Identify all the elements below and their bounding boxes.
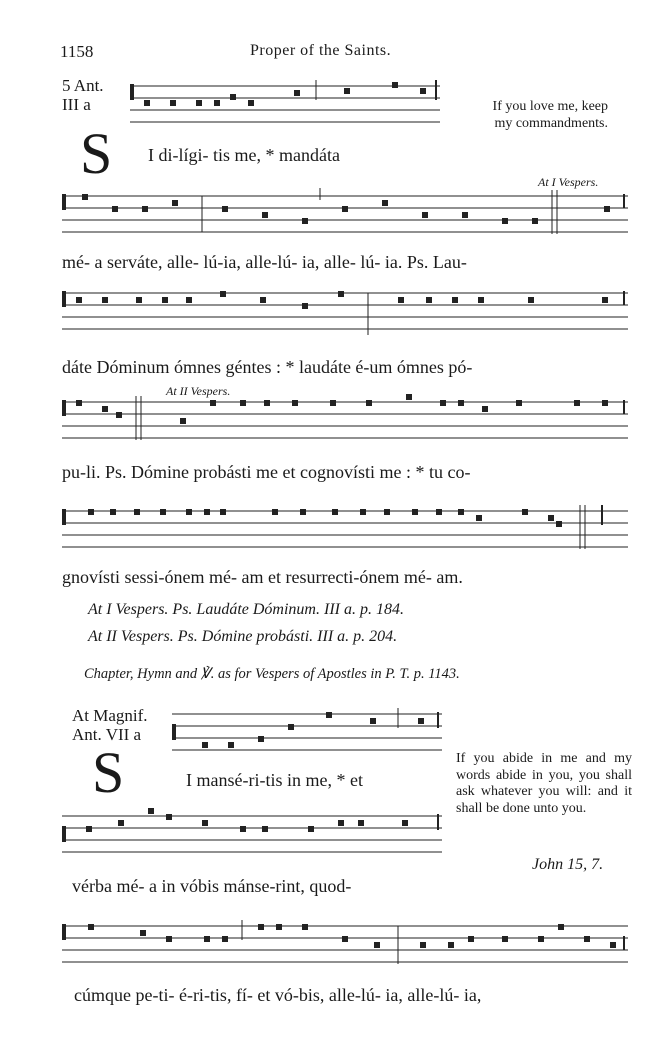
translation-line: my commandments. [494, 116, 608, 131]
music-staff [130, 80, 442, 132]
music-staff [62, 505, 632, 557]
antiphon-translation [468, 98, 608, 132]
vespers-reference: At II Vespers. Ps. Dómine probásti. III a. p. 204. [88, 628, 398, 645]
magnificat-label [72, 706, 148, 744]
magnificat-label-line1: At Magnif. [72, 706, 148, 725]
music-staff [172, 708, 444, 760]
music-staff [62, 287, 632, 339]
translation-line: If you love me, keep [492, 99, 608, 114]
music-staff [62, 810, 444, 862]
magnificat-translation: If you abide in me and my words abide in you, you shall ask whatever you will: and it shall be done unto you. [456, 751, 632, 816]
antiphon-label-line1: 5 Ant. [62, 76, 104, 95]
music-staff [62, 920, 632, 972]
lyric-line: dáte Dóminum ómnes géntes : * laudáte é-um ómnes pó- [62, 357, 473, 377]
initial-letter: S [92, 740, 125, 805]
scripture-citation: John 15, 7. [532, 856, 604, 873]
lyric-line: mé- a serváte, alle- lú-ia, alle-lú- ia, alle- lú- ia. Ps. Lau- [62, 252, 467, 272]
music-staff [62, 396, 632, 448]
staff-mark: At II Vespers. [166, 384, 231, 398]
antiphon-label [62, 76, 104, 114]
antiphon-mode: III a [62, 95, 91, 114]
magnificat-mode: Ant. VII a [72, 725, 142, 744]
lyric-line: gnovísti sessi-ónem mé- am et resurrecti-ónem mé- am. [62, 567, 463, 587]
music-staff [62, 190, 632, 242]
lyric-line: vérba mé- a in vóbis mánse-rint, quod- [72, 876, 352, 896]
lyric-line: cúmque pe-ti- é-ri-tis, fí- et vó-bis, alle-lú- ia, alle-lú- ia, [74, 985, 482, 1005]
lyric-line: pu-li. Ps. Dómine probásti me et cognovísti me : * tu co- [62, 462, 471, 482]
lyric-line: I mansé-ri-tis in me, * et [186, 770, 363, 790]
lyric-line: I di-lígi- tis me, * mandáta [148, 145, 340, 165]
running-title: Proper of the Saints. [250, 42, 392, 59]
staff-mark: At I Vespers. [538, 175, 599, 189]
page-number: 1158 [60, 42, 94, 61]
vespers-reference: At I Vespers. Ps. Laudáte Dóminum. III a. p. 184. [88, 601, 404, 618]
chapter-note: Chapter, Hymn and ℣. as for Vespers of Apostles in P. T. p. 1143. [84, 666, 460, 682]
initial-letter: S [80, 121, 113, 186]
